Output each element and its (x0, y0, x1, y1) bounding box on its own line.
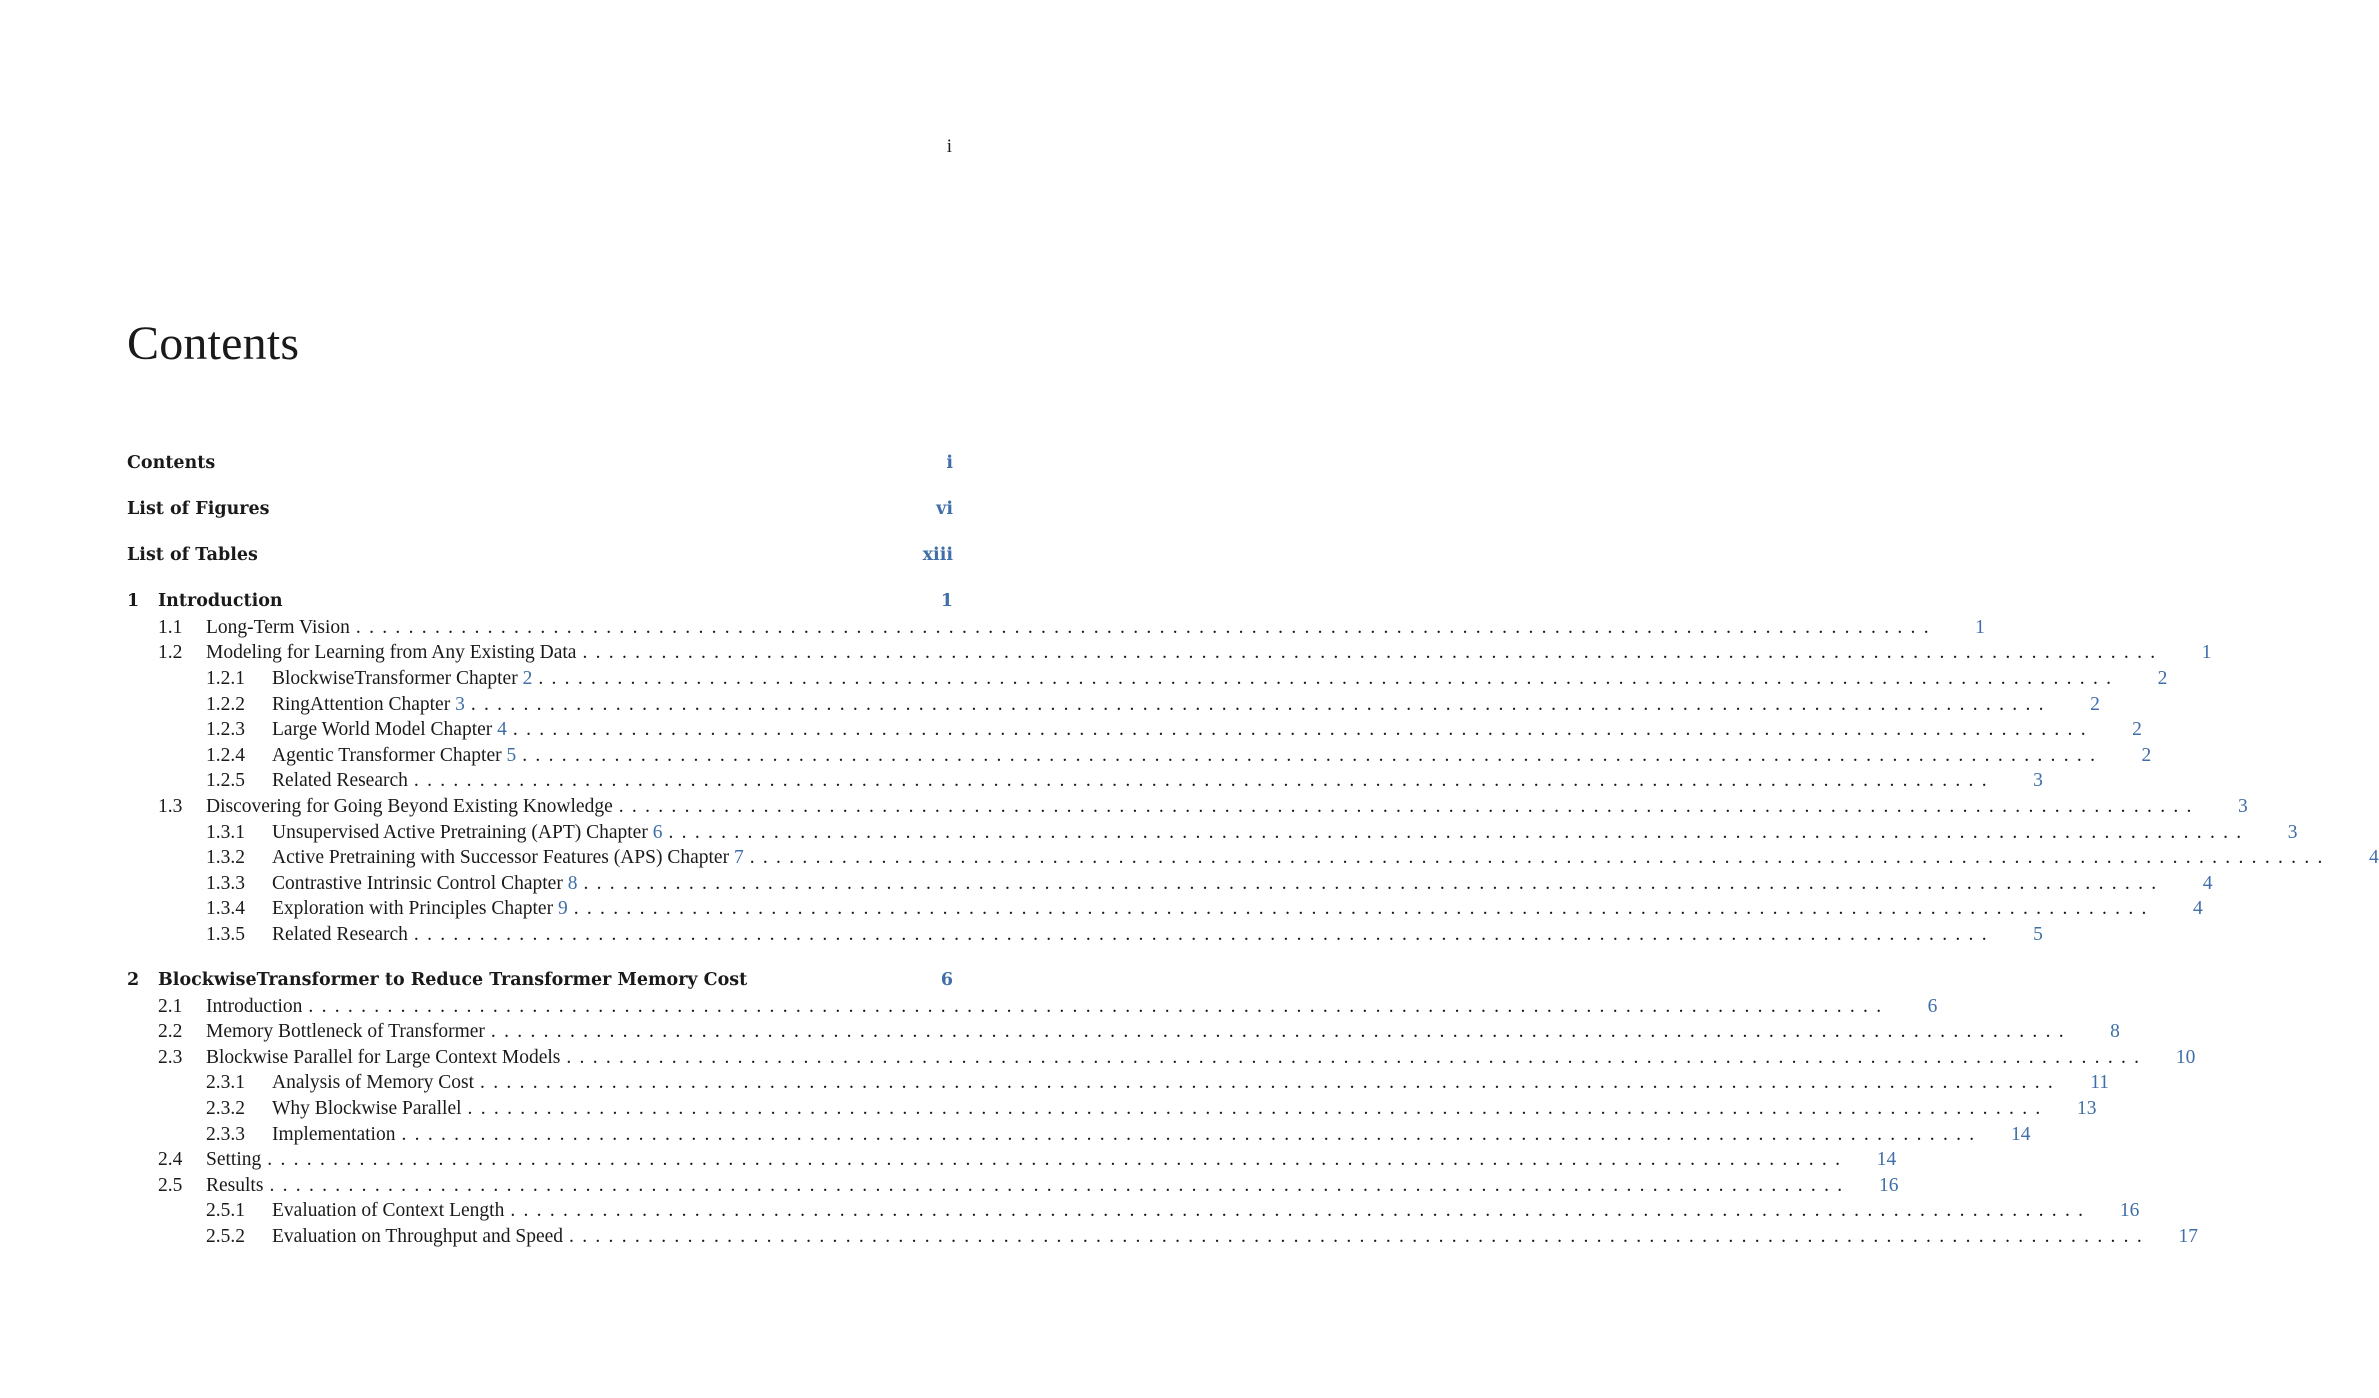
toc-entry-1-3-3[interactable] (127, 871, 2213, 897)
toc-entry-1-2-1[interactable] (127, 666, 2168, 692)
dot-leader: ........................................................................................................................ (480, 1072, 2062, 1094)
chapter-title: BlockwiseTransformer to Reduce Transformer Memory Cost (158, 970, 748, 991)
section-title-text: Why Blockwise Parallel (272, 1098, 462, 1120)
toc-page-link[interactable]: 14 (1876, 1149, 1897, 1171)
dot-leader: ........................................................................................................................ (510, 1200, 2092, 1222)
toc-chapter-2[interactable] (127, 968, 953, 994)
dot-leader: ........................................................................................................................ (413, 770, 1995, 792)
toc-page-link[interactable]: 3 (2287, 821, 2298, 843)
chapter-number: 2 (127, 970, 140, 991)
toc-entry-2-1[interactable] (127, 994, 1938, 1020)
section-number: 1.3.5 (206, 924, 245, 945)
toc-entry-1-2-3[interactable] (127, 717, 2142, 743)
toc-entry-1-2-5[interactable] (127, 768, 2043, 794)
dot-leader: ........................................................................................................................ (749, 847, 2331, 869)
section-title (206, 615, 350, 641)
toc-page-link[interactable]: 5 (2033, 924, 2043, 945)
section-title-text: Contrastive Intrinsic Control Chapter (272, 872, 563, 894)
toc-entry-1-3[interactable] (127, 794, 2248, 820)
section-title (206, 1045, 560, 1071)
toc-entry-1-3-1[interactable] (127, 820, 2298, 846)
toc-entry-1-3-4[interactable] (127, 896, 2203, 922)
dot-leader: ........................................................................................................................ (566, 1046, 2148, 1068)
dot-leader: ........................................................................................................................ (269, 1174, 1851, 1196)
toc-page-link[interactable]: 13 (2077, 1098, 2097, 1120)
toc-entry-2-3[interactable] (127, 1045, 2196, 1071)
section-title-text: Evaluation on Throughput and Speed (272, 1226, 564, 1248)
section-title (272, 1198, 504, 1224)
section-title-text: Analysis of Memory Cost (272, 1072, 475, 1094)
section-title-text: Modeling for Learning from Any Existing Data (206, 642, 577, 664)
section-title-text: Memory Bottleneck of Transformer (206, 1021, 485, 1043)
toc-page-link[interactable]: vi (936, 499, 953, 520)
dot-leader: ........................................................................................................................ (582, 642, 2164, 664)
section-title-text: BlockwiseTransformer Chapter (272, 668, 518, 690)
section-number: 2.3.1 (206, 1072, 245, 1094)
section-title (206, 1147, 261, 1173)
dot-leader: ........................................................................................................................ (308, 995, 1890, 1017)
toc-entry-2-3-3[interactable] (127, 1122, 2031, 1148)
chapter-reference-link[interactable]: 6 (652, 821, 663, 843)
section-number: 1.2.3 (206, 719, 245, 741)
toc-page-link[interactable]: 8 (2110, 1021, 2120, 1043)
toc-page-link[interactable]: 14 (2010, 1123, 2031, 1145)
section-title (272, 743, 516, 769)
dot-leader: ........................................................................................................................ (668, 821, 2250, 843)
toc-page-link[interactable]: 16 (2119, 1200, 2140, 1222)
section-number: 1.3.1 (206, 821, 245, 843)
dot-leader: ........................................................................................................................ (512, 719, 2094, 741)
section-number: 2.3.2 (206, 1098, 245, 1120)
section-number: 2.3.3 (206, 1123, 245, 1145)
toc-page-link[interactable]: 3 (2237, 796, 2248, 818)
section-title (272, 1096, 462, 1122)
toc-chapter-1[interactable] (127, 589, 953, 615)
chapter-reference-link[interactable]: 7 (733, 847, 744, 869)
section-title-text: Active Pretraining with Successor Features (APS) Chapter (272, 847, 730, 869)
toc-page-link[interactable]: 1 (2201, 642, 2212, 664)
toc-page-link[interactable]: 6 (1927, 995, 1938, 1017)
dot-leader: ........................................................................................................................ (538, 668, 2120, 690)
section-title (206, 1173, 263, 1199)
section-number: 1.2.5 (206, 770, 245, 792)
section-number: 1.3.4 (206, 898, 245, 920)
section-number: 2.4 (158, 1149, 183, 1171)
table-of-contents (127, 451, 2379, 1250)
toc-entry-2-5-1[interactable] (127, 1198, 2140, 1224)
section-number: 1.1 (158, 616, 183, 638)
toc-page-link[interactable]: 6 (940, 970, 953, 991)
toc-page-link[interactable]: 1 (1975, 616, 1985, 638)
page-title: Contents (127, 317, 300, 370)
toc-entry-2-5[interactable] (127, 1173, 1899, 1199)
dot-leader: ........................................................................................................................ (573, 898, 2155, 920)
dot-leader: ........................................................................................................................ (618, 796, 2200, 818)
toc-page-link[interactable]: 16 (1878, 1174, 1899, 1196)
toc-entry-2-3-2[interactable] (127, 1096, 2097, 1122)
chapter-title: Introduction (158, 591, 283, 612)
section-title (272, 1122, 395, 1148)
toc-entry-2-3-1[interactable] (127, 1070, 2110, 1096)
section-title (272, 871, 577, 897)
section-number: 1.2.4 (206, 744, 245, 766)
section-title (272, 1224, 563, 1250)
toc-page-link[interactable]: 11 (2090, 1072, 2110, 1094)
section-title (272, 768, 408, 794)
toc-entry-list-of-figures[interactable] (127, 497, 953, 523)
section-number: 2.5.1 (206, 1200, 245, 1222)
section-title-text: Long-Term Vision (206, 616, 350, 638)
section-title (272, 820, 662, 846)
section-number: 2.2 (158, 1021, 183, 1043)
section-title-text: Related Research (272, 924, 408, 945)
chapter-reference-link[interactable]: 4 (497, 719, 507, 741)
dot-leader: ........................................................................................................................ (401, 1123, 1983, 1145)
dot-leader: ........................................................................................................................ (490, 1021, 2072, 1043)
dot-leader: ........................................................................................................................ (355, 616, 1937, 638)
section-number: 2.5 (158, 1174, 183, 1196)
toc-entry-1-2-2[interactable] (127, 692, 2100, 718)
section-number: 1.3 (158, 796, 183, 818)
dot-leader: ........................................................................................................................ (413, 924, 1995, 945)
toc-page-link[interactable]: 3 (2033, 770, 2043, 792)
chapter-number: 1 (127, 591, 140, 612)
section-number: 2.3 (158, 1046, 183, 1068)
chapter-reference-link[interactable]: 3 (455, 693, 465, 715)
toc-entry-title: Contents (127, 453, 216, 473)
section-title-text: Related Research (272, 770, 408, 792)
page-number: i (946, 136, 952, 157)
section-title-text: Discovering for Going Beyond Existing Knowledge (206, 796, 613, 818)
dot-leader: ........................................................................................................................ (569, 1226, 2151, 1248)
toc-page-link[interactable]: 17 (2178, 1226, 2199, 1248)
chapter-reference-link[interactable]: 5 (506, 744, 517, 766)
toc-entry-1-3-5[interactable] (127, 922, 2043, 948)
toc-entry-1-2[interactable] (127, 640, 2212, 666)
toc-page-link[interactable]: 4 (2202, 872, 2213, 894)
section-title-text: Large World Model Chapter (272, 719, 493, 741)
section-number: 1.3.3 (206, 872, 245, 894)
section-title-text: Results (206, 1174, 264, 1196)
section-title (272, 717, 507, 743)
section-title-text: Implementation (272, 1123, 396, 1145)
toc-page-link[interactable]: xiii (922, 545, 953, 566)
dot-leader: ........................................................................................................................ (267, 1149, 1849, 1171)
section-title-text: Introduction (206, 995, 303, 1017)
toc-page-link[interactable]: 2 (2157, 668, 2168, 690)
chapter-reference-link[interactable]: 9 (557, 898, 568, 920)
toc-entry-2-4[interactable] (127, 1147, 1897, 1173)
toc-page-link[interactable]: 2 (2090, 693, 2100, 715)
section-title-text: Agentic Transformer Chapter (272, 744, 502, 766)
toc-page-link[interactable]: 2 (2141, 744, 2152, 766)
section-number: 2.1 (158, 995, 183, 1017)
toc-entry-list-of-tables[interactable] (127, 543, 953, 569)
toc-entry-1-1[interactable] (127, 615, 1985, 641)
toc-entry-2-5-2[interactable] (127, 1224, 2199, 1250)
toc-entry-1-3-2[interactable] (127, 845, 2379, 871)
section-title-text: Setting (206, 1149, 262, 1171)
toc-entry-title: List of Figures (127, 499, 270, 520)
section-title-text: Unsupervised Active Pretraining (APT) Chapter (272, 821, 648, 843)
dot-leader: ........................................................................................................................ (583, 872, 2165, 894)
toc-entry-contents[interactable] (127, 451, 953, 477)
section-number: 1.2 (158, 642, 183, 664)
section-title (272, 666, 532, 692)
toc-page-link[interactable]: 2 (2132, 719, 2142, 741)
toc-page-link[interactable]: 4 (2192, 898, 2203, 920)
toc-page-link[interactable]: 4 (2368, 847, 2379, 869)
section-number: 2.5.2 (206, 1226, 245, 1248)
section-title (272, 692, 465, 718)
section-title (206, 794, 613, 820)
dot-leader: ........................................................................................................................ (467, 1098, 2049, 1120)
section-title-text: Evaluation of Context Length (272, 1200, 505, 1222)
section-title (272, 896, 568, 922)
section-title-text: Blockwise Parallel for Large Context Models (206, 1046, 561, 1068)
toc-entry-1-2-4[interactable] (127, 743, 2152, 769)
dot-leader: ........................................................................................................................ (522, 744, 2104, 766)
section-title (206, 994, 302, 1020)
chapter-reference-link[interactable]: 2 (522, 668, 533, 690)
chapter-reference-link[interactable]: 8 (567, 872, 578, 894)
section-number: 1.2.2 (206, 693, 245, 715)
section-title-text: Exploration with Principles Chapter (272, 898, 554, 920)
section-title (206, 640, 576, 666)
toc-entry-2-2[interactable] (127, 1019, 2120, 1045)
toc-page-link[interactable]: 1 (940, 591, 953, 612)
section-number: 1.2.1 (206, 668, 245, 690)
toc-page-link[interactable]: i (946, 453, 953, 473)
toc-page-link[interactable]: 10 (2175, 1046, 2196, 1068)
section-number: 1.3.2 (206, 847, 245, 869)
dot-leader: ........................................................................................................................ (470, 693, 2052, 715)
section-title (206, 1019, 485, 1045)
section-title (272, 845, 744, 871)
section-title (272, 922, 408, 948)
section-title-text: RingAttention Chapter (272, 693, 451, 715)
section-title (272, 1070, 474, 1096)
toc-entry-title: List of Tables (127, 545, 258, 566)
